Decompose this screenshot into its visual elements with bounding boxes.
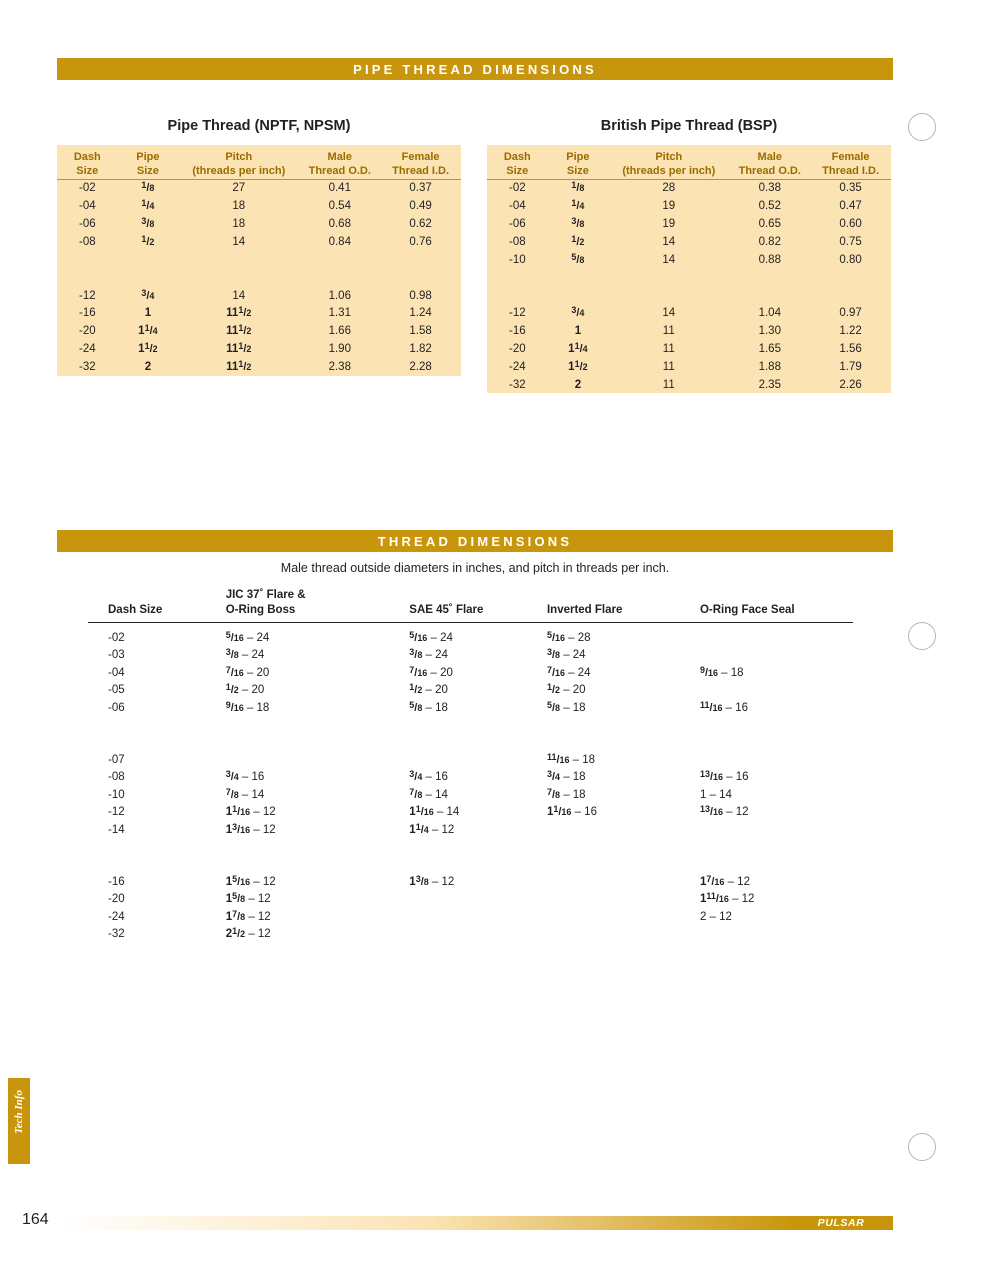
table-spacer-row	[88, 839, 853, 873]
cell-dash-size: -24	[508, 360, 526, 373]
cell-inverted-flare	[547, 873, 700, 891]
cell-dash-size: -02	[508, 182, 526, 195]
header-o-ring-face-seal: O-Ring Face Seal	[699, 603, 795, 616]
cell-oring-face-seal: $^{11}$/16 – 16	[699, 700, 749, 715]
table-row	[487, 215, 891, 233]
thread-table-body	[88, 622, 853, 943]
table-row	[57, 322, 461, 340]
cell-jic-oring-boss: $2^1/2 - 12$	[225, 926, 271, 941]
cell-pipe-size: $^3$/4	[141, 287, 155, 302]
pipe-thread-banner-title: PIPE THREAD DIMENSIONS	[353, 61, 597, 77]
table-row	[57, 197, 461, 215]
cell-male-od: 0.52	[758, 200, 781, 213]
table-row	[88, 908, 853, 926]
cell-oring-face-seal: $1^{11}/16 - 12$	[699, 891, 755, 906]
cell-sae-45-flare: $^7$/8 – 14	[409, 786, 448, 801]
cell-dash-size: -08	[78, 235, 96, 248]
header-sae-flare: SAE 45˚ Flare	[409, 603, 484, 616]
cell-dash-size: -16	[78, 307, 96, 320]
cell-sae-45-flare: $1^3/8 - 12$	[409, 873, 455, 888]
cell-pitch: 14	[662, 235, 676, 248]
cell-dash-size: -02	[78, 182, 96, 195]
cell-male-od: 1.04	[758, 307, 781, 320]
header-male-line2: Thread O.D.	[738, 164, 801, 177]
cell-female-id: 0.75	[839, 235, 862, 248]
cell-sae-45-flare: $1^1/16 - 14$	[409, 804, 460, 819]
cell-sae-45-flare	[409, 751, 547, 769]
cell-dash-size: -20	[108, 893, 125, 906]
cell-dash-size: -16	[508, 325, 526, 338]
table-row	[88, 804, 853, 822]
cell-jic-oring-boss: $^7$/16 – 20	[225, 665, 270, 679]
cell-male-od: 0.65	[758, 217, 781, 230]
cell-inverted-flare: $^3$/4 – 18	[546, 769, 586, 784]
brand-logo	[789, 1216, 893, 1230]
nptf-table-title: Pipe Thread (NPTF, NPSM)	[167, 118, 351, 134]
cell-oring-face-seal	[700, 646, 853, 664]
cell-dash-size: -03	[108, 649, 125, 662]
header-dash-size-line1: Dash	[503, 151, 531, 163]
cell-sae-45-flare: $^1$/2 – 20	[409, 682, 448, 697]
cell-pitch: 11	[662, 325, 675, 338]
table-row	[88, 622, 853, 646]
table-row	[88, 786, 853, 804]
header-pipe-size-line2: Size	[136, 164, 159, 177]
cell-male-od: 0.54	[328, 200, 351, 213]
cell-male-od: 0.68	[328, 217, 351, 230]
brand-label: PULSAR	[817, 1217, 865, 1229]
table-row	[88, 926, 853, 944]
cell-pitch: $11^1/2$	[226, 323, 252, 338]
cell-inverted-flare: $^{11}$/16 – 18	[546, 751, 596, 766]
cell-inverted-flare	[547, 890, 700, 908]
cell-inverted-flare: $^7$/8 – 18	[546, 786, 586, 801]
header-female-line1: Female	[401, 151, 440, 163]
cell-sae-45-flare: $^3$/8 – 24	[409, 647, 448, 662]
header-male-line1: Male	[327, 151, 352, 163]
bsp-table-head	[487, 145, 891, 179]
cell-oring-face-seal: $^{13}$/16 – 12	[699, 804, 749, 819]
cell-oring-face-seal: $^9$/16 – 18	[699, 665, 744, 679]
cell-sae-45-flare: $^7$/16 – 20	[409, 665, 453, 679]
table-row	[487, 304, 891, 322]
cell-jic-oring-boss: $^1$/2 – 20	[225, 682, 265, 697]
cell-dash-size: -20	[78, 325, 96, 338]
cell-sae-45-flare: $^3$/4 – 16	[409, 769, 448, 784]
table-spacer-row	[88, 717, 853, 751]
header-male-line2: Thread O.D.	[308, 164, 371, 177]
table-row	[88, 873, 853, 891]
table-row	[487, 376, 891, 394]
cell-pipe-size: $1^1/4$	[138, 323, 158, 338]
cell-sae-45-flare	[409, 926, 547, 944]
cell-female-id: 0.35	[839, 182, 862, 195]
cell-pipe-size: $^3$/8	[571, 216, 585, 230]
cell-jic-oring-boss: $^5$/16 – 24	[225, 629, 270, 644]
cell-female-id: 1.22	[839, 325, 862, 338]
table-row	[88, 699, 853, 717]
cell-pipe-size: $^5$/8	[571, 251, 585, 266]
table-spacer-row	[57, 251, 461, 287]
cell-oring-face-seal: 2 – 12	[699, 910, 732, 923]
cell-female-id: 2.28	[409, 360, 432, 373]
table-row	[487, 233, 891, 251]
cell-pitch: 19	[662, 200, 676, 213]
cell-pitch: 28	[662, 182, 676, 195]
footer-rule	[57, 1216, 893, 1230]
table-row	[88, 821, 853, 839]
cell-male-od: 1.31	[328, 307, 351, 320]
cell-inverted-flare: $^7$/16 – 24	[546, 665, 591, 679]
header-jic-flare	[226, 588, 410, 622]
punch-hole-icon	[908, 622, 936, 650]
cell-dash-size: -14	[108, 824, 125, 837]
cell-pitch: 11	[662, 342, 675, 355]
cell-oring-face-seal: $^{13}$/16 – 16	[699, 769, 749, 784]
cell-female-id: 1.82	[409, 342, 432, 355]
cell-male-od: 0.82	[758, 235, 781, 248]
cell-dash-size: -32	[508, 378, 526, 391]
cell-dash-size: -10	[108, 788, 125, 801]
table-row	[57, 304, 461, 322]
cell-pipe-size: $^1$/8	[571, 180, 585, 195]
header-dash-size-line2: Size	[76, 164, 99, 177]
tech-info-tab-label: Tech Info	[13, 1090, 25, 1134]
cell-dash-size: -02	[108, 631, 125, 644]
cell-female-id: 1.56	[839, 342, 862, 355]
cell-inverted-flare: $1^1/16 - 16$	[546, 804, 597, 819]
cell-female-id: 0.47	[839, 200, 862, 213]
cell-sae-45-flare: $^5$/16 – 24	[409, 629, 453, 644]
nptf-table-head	[57, 145, 461, 179]
cell-oring-face-seal	[700, 622, 853, 646]
header-female-line2: Thread I.D.	[822, 164, 879, 177]
cell-female-id: 0.62	[409, 217, 432, 230]
cell-male-od: 1.30	[758, 325, 781, 338]
table-row	[487, 251, 891, 269]
table-row	[487, 340, 891, 358]
cell-dash-size: -04	[108, 666, 125, 679]
table-row	[88, 664, 853, 682]
cell-dash-size: -16	[108, 875, 125, 888]
cell-dash-size: -08	[508, 235, 526, 248]
cell-male-od: 2.38	[328, 360, 351, 373]
header-female-line2: Thread I.D.	[392, 164, 449, 177]
cell-pipe-size: 2	[574, 378, 582, 391]
cell-dash-size: -20	[508, 342, 526, 355]
table-row	[487, 197, 891, 215]
cell-pipe-size: 2	[144, 360, 152, 373]
cell-jic-oring-boss: $^3$/4 – 16	[225, 769, 265, 784]
cell-pitch: 18	[232, 217, 246, 230]
table-row	[57, 287, 461, 305]
table-row	[57, 358, 461, 376]
cell-sae-45-flare	[409, 908, 547, 926]
thread-table-head	[88, 588, 853, 622]
cell-jic-oring-boss: $^3$/8 – 24	[225, 647, 265, 662]
header-male-line1: Male	[757, 151, 782, 163]
cell-oring-face-seal: $1^7/16 - 12$	[699, 873, 750, 888]
header-dash-size-line1: Dash	[73, 151, 101, 163]
cell-pipe-size: $^1$/2	[141, 233, 155, 248]
bsp-pipe-thread-table	[487, 145, 891, 393]
cell-pipe-size: $^1$/8	[141, 180, 155, 195]
cell-dash-size: -06	[108, 702, 125, 715]
cell-pitch: $11^1/2$	[226, 305, 252, 320]
cell-pipe-size: $^1$/4	[141, 198, 155, 213]
cell-jic-oring-boss: $1^5/16 - 12$	[225, 873, 276, 888]
cell-pitch: 11	[662, 378, 675, 391]
nptf-pipe-thread-table	[57, 145, 461, 376]
cell-jic-oring-boss: $1^7/8 - 12$	[225, 908, 271, 923]
cell-pitch: 14	[662, 307, 676, 320]
cell-pitch: 14	[662, 253, 676, 266]
cell-jic-oring-boss: $1^1/16 - 12$	[225, 804, 276, 819]
header-pipe-size-line1: Pipe	[566, 151, 590, 163]
cell-pipe-size: $1^1/2$	[568, 358, 588, 373]
header-inverted-flare: Inverted Flare	[546, 603, 623, 616]
cell-female-id: 0.98	[409, 289, 432, 302]
header-pitch-line1: Pitch	[225, 151, 253, 163]
cell-pitch: 14	[232, 289, 246, 302]
thread-dimensions-banner-title: THREAD DIMENSIONS	[377, 533, 573, 549]
thread-dimensions-subtitle: Male thread outside diameters in inches, and pitch in threads per inch.	[280, 561, 670, 575]
punch-hole-icon	[908, 113, 936, 141]
cell-dash-size: -04	[508, 200, 526, 213]
cell-male-od: 1.65	[758, 342, 781, 355]
cell-dash-size: -24	[78, 342, 96, 355]
cell-male-od: 1.66	[328, 325, 351, 338]
header-pipe-size-line2: Size	[566, 164, 589, 177]
cell-female-id: 0.97	[839, 307, 862, 320]
table-row	[57, 179, 461, 197]
cell-pipe-size: 1	[574, 325, 582, 338]
pipe-thread-banner	[57, 58, 893, 80]
table-row	[88, 751, 853, 769]
cell-male-od: 0.88	[758, 253, 781, 266]
cell-oring-face-seal	[700, 926, 853, 944]
cell-jic-oring-boss: $^7$/8 – 14	[225, 786, 265, 801]
cell-inverted-flare: $^1$/2 – 20	[546, 682, 586, 697]
tech-info-tab	[8, 1078, 30, 1164]
cell-pitch: 27	[232, 182, 246, 195]
cell-inverted-flare: $^5$/8 – 18	[546, 700, 586, 715]
cell-pipe-size: $^1$/4	[571, 198, 585, 213]
cell-female-id: 2.26	[839, 378, 862, 391]
cell-jic-oring-boss: $1^3/16 - 12$	[225, 822, 276, 837]
cell-female-id: 1.58	[409, 325, 432, 338]
cell-female-id: 1.79	[839, 360, 862, 373]
header-pipe-size-line1: Pipe	[136, 151, 160, 163]
cell-oring-face-seal	[700, 821, 853, 839]
cell-pipe-size: $1^1/4$	[568, 341, 588, 355]
cell-female-id: 0.80	[839, 253, 862, 266]
header-jic-line2: O-Ring Boss	[225, 603, 296, 616]
cell-sae-45-flare	[409, 890, 547, 908]
cell-pipe-size: $1^1/2$	[138, 341, 158, 355]
cell-male-od: 1.90	[328, 342, 351, 355]
cell-inverted-flare	[547, 821, 700, 839]
table-row	[487, 179, 891, 197]
cell-dash-size: -32	[78, 360, 96, 373]
thread-dimensions-banner	[57, 530, 893, 552]
cell-oring-face-seal	[700, 751, 853, 769]
cell-inverted-flare: $^3$/8 – 24	[546, 647, 586, 662]
cell-dash-size: -06	[78, 217, 96, 230]
cell-pitch: 18	[232, 200, 246, 213]
cell-inverted-flare: $^5$/16 – 28	[546, 629, 591, 644]
cell-dash-size: -24	[108, 910, 125, 923]
cell-oring-face-seal	[700, 682, 853, 700]
cell-dash-size: -08	[108, 771, 125, 784]
cell-pitch: 14	[232, 235, 246, 248]
header-jic-line1: JIC 37˚ Flare &	[225, 589, 306, 601]
table-row	[88, 646, 853, 664]
cell-dash-size: -04	[78, 200, 96, 213]
cell-sae-45-flare: $^5$/8 – 18	[409, 700, 448, 715]
cell-dash-size: -07	[108, 753, 125, 766]
cell-dash-size: -05	[108, 684, 125, 697]
cell-pitch: $11^1/2$	[226, 341, 252, 355]
cell-pipe-size: $^3$/4	[571, 305, 585, 320]
cell-jic-oring-boss: $1^5/8 - 12$	[225, 891, 271, 906]
cell-pipe-size: $^3$/8	[141, 216, 155, 230]
cell-dash-size: -06	[508, 217, 526, 230]
cell-female-id: 1.24	[409, 307, 432, 320]
cell-pitch: 19	[662, 217, 676, 230]
cell-inverted-flare	[547, 908, 700, 926]
cell-oring-face-seal: 1 – 14	[699, 788, 732, 801]
header-female-line1: Female	[831, 151, 870, 163]
cell-female-id: 0.60	[839, 217, 862, 230]
cell-sae-45-flare: $1^1/4 - 12$	[409, 822, 455, 837]
cell-female-id: 0.49	[409, 200, 432, 213]
cell-male-od: 0.41	[328, 182, 351, 195]
header-pitch-line1: Pitch	[655, 151, 683, 163]
cell-female-id: 0.76	[409, 235, 432, 248]
table-row	[57, 340, 461, 358]
table-row	[88, 682, 853, 700]
header-pitch-line2: (threads per inch)	[622, 164, 716, 177]
table-row	[57, 233, 461, 251]
cell-male-od: 0.84	[328, 235, 351, 248]
cell-pipe-size: 1	[144, 307, 152, 320]
table-row	[57, 215, 461, 233]
table-row	[487, 322, 891, 340]
cell-male-od: 2.35	[758, 378, 781, 391]
nptf-table-body	[57, 179, 461, 376]
cell-male-od: 0.38	[758, 182, 781, 195]
cell-dash-size: -10	[508, 253, 526, 266]
cell-pitch: 11	[662, 360, 675, 373]
cell-dash-size: -12	[108, 806, 125, 819]
cell-dash-size: -12	[78, 289, 96, 302]
bsp-table-title: British Pipe Thread (BSP)	[600, 118, 778, 134]
cell-inverted-flare	[547, 926, 700, 944]
table-row	[487, 358, 891, 376]
cell-male-od: 1.06	[328, 289, 351, 302]
table-spacer-row	[487, 268, 891, 304]
cell-female-id: 0.37	[409, 182, 432, 195]
table-row	[88, 768, 853, 786]
header-dash-size: Dash Size	[108, 603, 163, 616]
thread-dimensions-table	[88, 588, 853, 943]
cell-dash-size: -32	[108, 928, 125, 941]
cell-jic-oring-boss	[226, 751, 410, 769]
cell-male-od: 1.88	[758, 360, 781, 373]
bsp-table-body	[487, 179, 891, 393]
page-number: 164	[22, 1211, 49, 1228]
header-dash-size-line2: Size	[506, 164, 529, 177]
cell-jic-oring-boss: $^9$/16 – 18	[225, 700, 270, 715]
cell-pipe-size: $^1$/2	[571, 233, 585, 248]
punch-hole-icon	[908, 1133, 936, 1161]
table-row	[88, 890, 853, 908]
cell-dash-size: -12	[508, 307, 526, 320]
header-pitch-line2: (threads per inch)	[192, 164, 286, 177]
cell-pitch: $11^1/2$	[226, 358, 252, 373]
